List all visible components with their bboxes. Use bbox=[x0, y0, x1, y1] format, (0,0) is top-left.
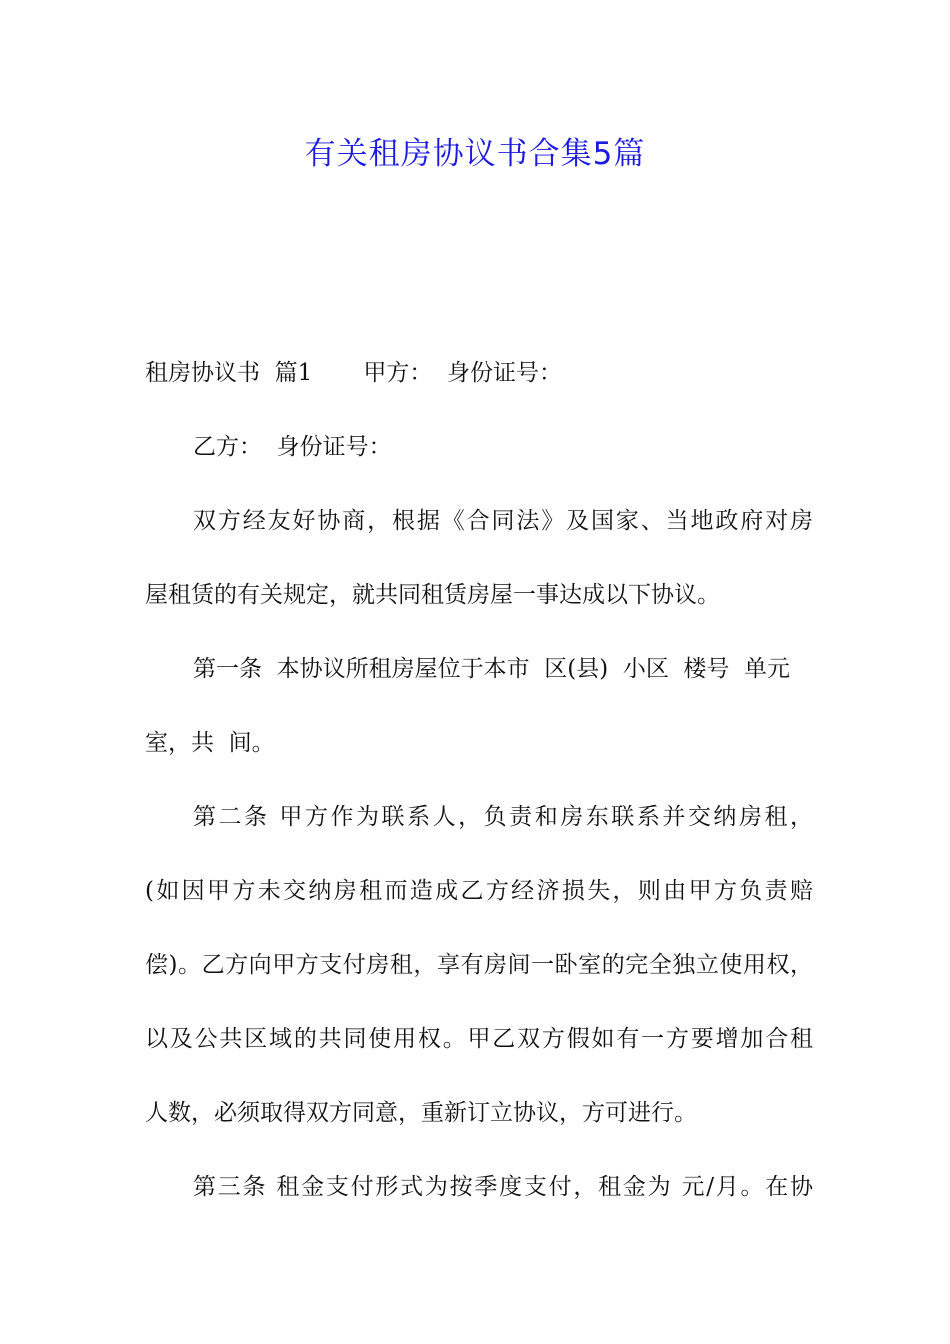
paragraph-line: 偿)。乙方向甲方支付房租，享有房间一卧室的完全独立使用权， bbox=[145, 952, 813, 978]
paragraph-line: 屋租赁的有关规定，就共同租赁房屋一事达成以下协议。 bbox=[145, 582, 720, 608]
paragraph-line: 人数，必须取得双方同意，重新订立协议，方可进行。 bbox=[145, 1100, 697, 1126]
document-body bbox=[145, 336, 813, 1224]
paragraph-line: 室，共 间。 bbox=[145, 730, 275, 756]
paragraph-line: 第二条 甲方作为联系人，负责和房东联系并交纳房租， bbox=[193, 804, 813, 830]
paragraph-line: 乙方： 身份证号： bbox=[193, 434, 392, 460]
paragraph-line: 双方经友好协商，根据《合同法》及国家、当地政府对房 bbox=[193, 508, 813, 534]
document-title: 有关租房协议书合集5篇 bbox=[304, 136, 646, 172]
paragraph-line: 以及公共区域的共同使用权。甲乙双方假如有一方要增加合租 bbox=[145, 1026, 813, 1052]
paragraph-line: 租房协议书 篇1 甲方： 身份证号： bbox=[145, 360, 563, 386]
paragraph-line: 第一条 本协议所租房屋位于本市 区(县) 小区 楼号 单元 bbox=[193, 656, 791, 682]
paragraph-line: 第三条 租金支付形式为按季度支付，租金为 元/月。在协 bbox=[193, 1174, 813, 1200]
paragraph-line: (如因甲方未交纳房租而造成乙方经济损失，则由甲方负责赔 bbox=[145, 878, 813, 904]
